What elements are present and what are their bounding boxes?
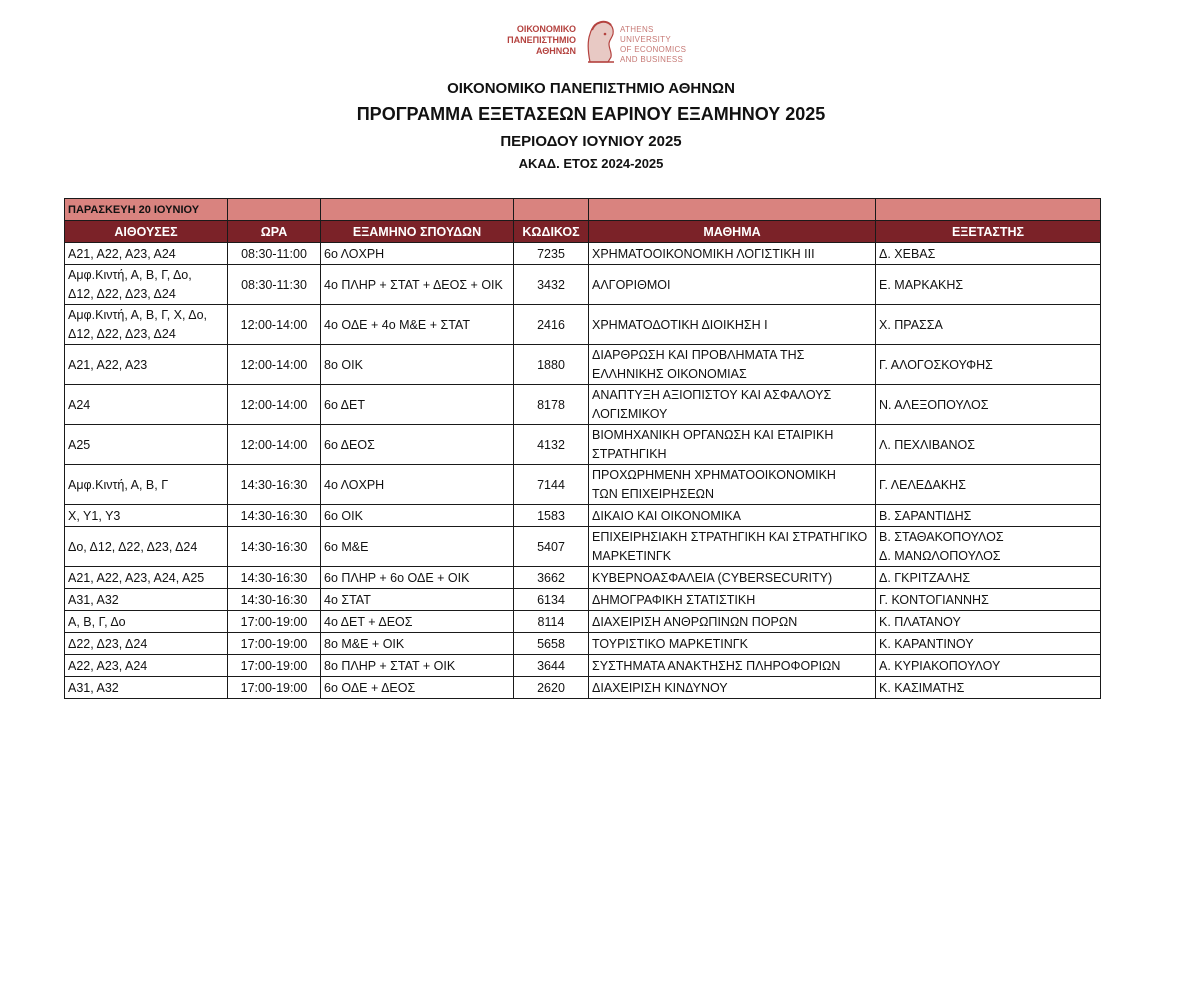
- table-row: [65, 567, 1101, 589]
- course-cell-line: ΔΙΑΧΕΙΡΙΣΗ ΚΙΝΔΥΝΟΥ: [592, 680, 728, 695]
- rooms-cell: [65, 567, 228, 589]
- examiner-cell-line: Α. ΚΥΡΙΑΚΟΠΟΥΛΟΥ: [879, 658, 1001, 673]
- table-row: [65, 633, 1101, 655]
- code-cell: 5407: [514, 527, 589, 567]
- rooms-cell: [65, 243, 228, 265]
- time-cell: 08:30-11:00: [228, 243, 321, 265]
- course-cell-line: ΧΡΗΜΑΤΟΟΙΚΟΝΟΜΙΚΗ ΛΟΓΙΣΤΙΚΗ ΙΙΙ: [592, 246, 815, 261]
- rooms-cell-line: Αμφ.Κιντή, Α, Β, Γ: [68, 477, 169, 492]
- table-row: [65, 385, 1101, 425]
- rooms-cell: [65, 611, 228, 633]
- rooms-cell-line: Αμφ.Κιντή, Α, Β, Γ, Δο,: [68, 267, 192, 282]
- examiner-cell: [876, 505, 1101, 527]
- table-row: [65, 655, 1101, 677]
- course-cell-line: ΕΠΙΧΕΙΡΗΣΙΑΚΗ ΣΤΡΑΤΗΓΙΚΗ ΚΑΙ ΣΤΡΑΤΗΓΙΚΟ: [592, 529, 868, 544]
- examiner-cell: [876, 243, 1101, 265]
- time-cell: 12:00-14:00: [228, 385, 321, 425]
- course-cell-line: ΔΙΚΑΙΟ ΚΑΙ ΟΙΚΟΝΟΜΙΚΑ: [592, 508, 741, 523]
- code-cell: 8178: [514, 385, 589, 425]
- course-cell: [589, 589, 876, 611]
- course-cell-line: ΧΡΗΜΑΤΟΔΟΤΙΚΗ ΔΙΟΙΚΗΣΗ Ι: [592, 317, 768, 332]
- examiner-cell-line: Κ. ΚΑΡΑΝΤΙΝΟΥ: [879, 636, 974, 651]
- semester-cell: 6ο ΔΕΤ: [321, 385, 514, 425]
- semester-cell: 6ο ΟΙΚ: [321, 505, 514, 527]
- time-cell: 14:30-16:30: [228, 465, 321, 505]
- course-cell-line: ΔΗΜΟΓΡΑΦΙΚΗ ΣΤΑΤΙΣΤΙΚΗ: [592, 592, 756, 607]
- examiner-cell-line: Κ. ΚΑΣΙΜΑΤΗΣ: [879, 680, 965, 695]
- examiner-cell: [876, 465, 1101, 505]
- semester-cell: 8ο Μ&Ε + ΟΙΚ: [321, 633, 514, 655]
- course-cell-line: ΑΝΑΠΤΥΞΗ ΑΞΙΟΠΙΣΤΟΥ ΚΑΙ ΑΣΦΑΛΟΥΣ: [592, 387, 832, 402]
- table-row: [65, 243, 1101, 265]
- course-cell-line: ΕΛΛΗΝΙΚΗΣ ΟΙΚΟΝΟΜΙΑΣ: [592, 366, 747, 381]
- course-cell: [589, 655, 876, 677]
- rooms-cell: [65, 633, 228, 655]
- course-cell: [589, 385, 876, 425]
- code-cell: 6134: [514, 589, 589, 611]
- rooms-cell-line: Α31, Α32: [68, 680, 119, 695]
- code-cell: 8114: [514, 611, 589, 633]
- examiner-cell-line: Κ. ΠΛΑΤΑΝΟΥ: [879, 614, 961, 629]
- rooms-cell: [65, 527, 228, 567]
- examiner-cell: [876, 425, 1101, 465]
- course-cell-line: ΤΟΥΡΙΣΤΙΚΟ ΜΑΡΚΕΤΙΝΓΚ: [592, 636, 748, 651]
- page-title: ΠΡΟΓΡΑΜΜΑ ΕΞΕΤΑΣΕΩΝ ΕΑΡΙΝΟΥ ΕΞΑΜΗΝΟΥ 2025: [356, 104, 826, 124]
- examiner-cell-line: Γ. ΑΛΟΓΟΣΚΟΥΦΗΣ: [879, 357, 993, 372]
- examiner-cell-line: Χ. ΠΡΑΣΣΑ: [879, 317, 943, 332]
- time-cell: 17:00-19:00: [228, 611, 321, 633]
- rooms-cell: [65, 345, 228, 385]
- examiner-cell-line: Ε. ΜΑΡΚΑΚΗΣ: [879, 277, 964, 292]
- time-cell: 08:30-11:30: [228, 265, 321, 305]
- course-cell-line: ΑΛΓΟΡΙΘΜΟΙ: [592, 277, 671, 292]
- rooms-cell: [65, 677, 228, 699]
- course-cell-line: ΜΑΡΚΕΤΙΝΓΚ: [592, 548, 672, 563]
- code-cell: 1880: [514, 345, 589, 385]
- table-row: [65, 305, 1101, 345]
- rooms-cell-line: Δ22, Δ23, Δ24: [68, 636, 148, 651]
- time-cell: 14:30-16:30: [228, 527, 321, 567]
- rooms-cell-line: Α24: [68, 397, 91, 412]
- time-cell: 12:00-14:00: [228, 305, 321, 345]
- rooms-cell: [65, 589, 228, 611]
- column-header-row: [65, 221, 1101, 243]
- course-cell-line: ΣΥΣΤΗΜΑΤΑ ΑΝΑΚΤΗΣΗΣ ΠΛΗΡΟΦΟΡΙΩΝ: [592, 658, 841, 673]
- semester-cell: 6ο Μ&Ε: [321, 527, 514, 567]
- table-row: [65, 425, 1101, 465]
- course-cell-line: ΚΥΒΕΡΝΟΑΣΦΑΛΕΙΑ (CYBERSECURITY): [592, 570, 833, 585]
- rooms-cell-line: Δ12, Δ22, Δ23, Δ24: [68, 286, 176, 301]
- semester-cell: 6ο ΔΕΟΣ: [321, 425, 514, 465]
- course-cell: [589, 425, 876, 465]
- university-name: ΟΙΚΟΝΟΜΙΚΟ ΠΑΝΕΠΙΣΤΗΜΙΟ ΑΘΗΝΩΝ: [447, 80, 735, 97]
- course-cell-line: ΠΡΟΧΩΡΗΜΕΝΗ ΧΡΗΜΑΤΟΟΙΚΟΝΟΜΙΚΗ: [592, 467, 836, 482]
- semester-cell: 8ο ΠΛΗΡ + ΣΤΑΤ + ΟΙΚ: [321, 655, 514, 677]
- code-cell: 5658: [514, 633, 589, 655]
- athena-bust-icon: [578, 16, 618, 66]
- table-row: [65, 527, 1101, 567]
- examiner-cell-line: Γ. ΛΕΛΕΔΑΚΗΣ: [879, 477, 966, 492]
- examiner-cell: [876, 385, 1101, 425]
- day-label: ΠΑΡΑΣΚΕΥΗ 20 ΙΟΥΝΙΟΥ: [65, 199, 228, 221]
- time-cell: 14:30-16:30: [228, 505, 321, 527]
- examiner-cell: [876, 677, 1101, 699]
- academic-year: ΑΚΑΔ. ΕΤΟΣ 2024-2025: [518, 156, 664, 171]
- rooms-cell-line: Α31, Α32: [68, 592, 119, 607]
- examiner-cell: [876, 527, 1101, 567]
- rooms-cell: [65, 505, 228, 527]
- code-cell: 3662: [514, 567, 589, 589]
- table-row: [65, 465, 1101, 505]
- table-row: [65, 345, 1101, 385]
- logo-greek-text: ΟΙΚΟΝΟΜΙΚΟ ΠΑΝΕΠΙΣΤΗΜΙΟ ΑΘΗΝΩΝ: [507, 24, 576, 56]
- rooms-cell-line: Δ12, Δ22, Δ23, Δ24: [68, 326, 176, 341]
- code-cell: 2416: [514, 305, 589, 345]
- time-cell: 17:00-19:00: [228, 633, 321, 655]
- rooms-cell-line: Χ, Υ1, Υ3: [68, 508, 121, 523]
- column-header-semester: ΕΞΑΜΗΝΟ ΣΠΟΥΔΩΝ: [321, 221, 514, 243]
- course-cell-line: ΔΙΑΧΕΙΡΙΣΗ ΑΝΘΡΩΠΙΝΩΝ ΠΟΡΩΝ: [592, 614, 798, 629]
- column-header-rooms: ΑΙΘΟΥΣΕΣ: [65, 221, 228, 243]
- course-cell: [589, 567, 876, 589]
- examiner-cell-line: Δ. ΧΕΒΑΣ: [879, 246, 936, 261]
- semester-cell: 4ο ΣΤΑΤ: [321, 589, 514, 611]
- examiner-cell-line: Ν. ΑΛΕΞΟΠΟΥΛΟΣ: [879, 397, 989, 412]
- column-header-code: ΚΩΔΙΚΟΣ: [514, 221, 589, 243]
- course-cell: [589, 243, 876, 265]
- code-cell: 3644: [514, 655, 589, 677]
- code-cell: 3432: [514, 265, 589, 305]
- exam-period: ΠΕΡΙΟΔΟΥ ΙΟΥΝΙΟΥ 2025: [500, 133, 682, 150]
- code-cell: 4132: [514, 425, 589, 465]
- table-row: [65, 677, 1101, 699]
- table-row: [65, 611, 1101, 633]
- course-cell: [589, 505, 876, 527]
- semester-cell: 6ο ΠΛΗΡ + 6ο ΟΔΕ + ΟΙΚ: [321, 567, 514, 589]
- table-row: [65, 505, 1101, 527]
- rooms-cell: [65, 655, 228, 677]
- examiner-cell-line: Λ. ΠΕΧΛΙΒΑΝΟΣ: [879, 437, 975, 452]
- course-cell: [589, 465, 876, 505]
- rooms-cell-line: Α21, Α22, Α23: [68, 357, 148, 372]
- day-header-row: [65, 199, 1101, 221]
- examiner-cell: [876, 345, 1101, 385]
- examiner-cell: [876, 589, 1101, 611]
- examiner-cell: [876, 567, 1101, 589]
- rooms-cell-line: Δο, Δ12, Δ22, Δ23, Δ24: [68, 539, 198, 554]
- code-cell: 1583: [514, 505, 589, 527]
- rooms-cell: [65, 465, 228, 505]
- rooms-cell-line: Α25: [68, 437, 91, 452]
- course-cell: [589, 527, 876, 567]
- column-header-time: ΩΡΑ: [228, 221, 321, 243]
- examiner-cell: [876, 655, 1101, 677]
- course-cell-line: ΣΤΡΑΤΗΓΙΚΗ: [592, 446, 667, 461]
- examiner-cell-line: Γ. ΚΟΝΤΟΓΙΑΝΝΗΣ: [879, 592, 989, 607]
- course-cell: [589, 345, 876, 385]
- semester-cell: 6ο ΛΟΧΡΗ: [321, 243, 514, 265]
- course-cell: [589, 633, 876, 655]
- course-cell-line: ΤΩΝ ΕΠΙΧΕΙΡΗΣΕΩΝ: [592, 486, 715, 501]
- rooms-cell-line: Α22, Α23, Α24: [68, 658, 148, 673]
- code-cell: 7235: [514, 243, 589, 265]
- examiner-cell: [876, 611, 1101, 633]
- time-cell: 14:30-16:30: [228, 589, 321, 611]
- examiner-cell-line: Β. ΣΤΑΘΑΚΟΠΟΥΛΟΣ: [879, 529, 1004, 544]
- university-logo: [490, 16, 705, 68]
- examiner-cell-line: Δ. ΜΑΝΩΛΟΠΟΥΛΟΣ: [879, 548, 1001, 563]
- course-cell-line: ΔΙΑΡΘΡΩΣΗ ΚΑΙ ΠΡΟΒΛΗΜΑΤΑ ΤΗΣ: [592, 347, 805, 362]
- rooms-cell: [65, 305, 228, 345]
- course-cell: [589, 305, 876, 345]
- time-cell: 12:00-14:00: [228, 345, 321, 385]
- course-cell: [589, 265, 876, 305]
- rooms-cell-line: Αμφ.Κιντή, Α, Β, Γ, Χ, Δο,: [68, 307, 208, 322]
- examiner-cell: [876, 633, 1101, 655]
- examiner-cell: [876, 305, 1101, 345]
- code-cell: 7144: [514, 465, 589, 505]
- time-cell: 17:00-19:00: [228, 677, 321, 699]
- table-row: [65, 589, 1101, 611]
- rooms-cell-line: Α21, Α22, Α23, Α24, Α25: [68, 570, 205, 585]
- time-cell: 14:30-16:30: [228, 567, 321, 589]
- rooms-cell: [65, 385, 228, 425]
- code-cell: 2620: [514, 677, 589, 699]
- examiner-cell-line: Β. ΣΑΡΑΝΤΙΔΗΣ: [879, 508, 972, 523]
- examiner-cell-line: Δ. ΓΚΡΙΤΖΑΛΗΣ: [879, 570, 971, 585]
- semester-cell: 4ο ΟΔΕ + 4ο Μ&Ε + ΣΤΑΤ: [321, 305, 514, 345]
- course-cell-line: ΛΟΓΙΣΜΙΚΟΥ: [592, 406, 668, 421]
- semester-cell: 8ο ΟΙΚ: [321, 345, 514, 385]
- time-cell: 12:00-14:00: [228, 425, 321, 465]
- rooms-cell-line: Α, Β, Γ, Δο: [68, 614, 126, 629]
- semester-cell: 6ο ΟΔΕ + ΔΕΟΣ: [321, 677, 514, 699]
- semester-cell: 4ο ΠΛΗΡ + ΣΤΑΤ + ΔΕΟΣ + ΟΙΚ: [321, 265, 514, 305]
- examiner-cell: [876, 265, 1101, 305]
- logo-english-text: ATHENS UNIVERSITY OF ECONOMICS AND BUSINESS: [620, 25, 687, 64]
- rooms-cell: [65, 425, 228, 465]
- column-header-course: ΜΑΘΗΜΑ: [589, 221, 876, 243]
- course-cell-line: ΒΙΟΜΗΧΑΝΙΚΗ ΟΡΓΑΝΩΣΗ ΚΑΙ ΕΤΑΙΡΙΚΗ: [592, 427, 834, 442]
- semester-cell: 4ο ΔΕΤ + ΔΕΟΣ: [321, 611, 514, 633]
- rooms-cell-line: Α21, Α22, Α23, Α24: [68, 246, 176, 261]
- column-header-examiner: ΕΞΕΤΑΣΤΗΣ: [876, 221, 1101, 243]
- semester-cell: 4ο ΛΟΧΡΗ: [321, 465, 514, 505]
- time-cell: 17:00-19:00: [228, 655, 321, 677]
- course-cell: [589, 611, 876, 633]
- exam-schedule-table: [64, 198, 1101, 699]
- rooms-cell: [65, 265, 228, 305]
- table-row: [65, 265, 1101, 305]
- course-cell: [589, 677, 876, 699]
